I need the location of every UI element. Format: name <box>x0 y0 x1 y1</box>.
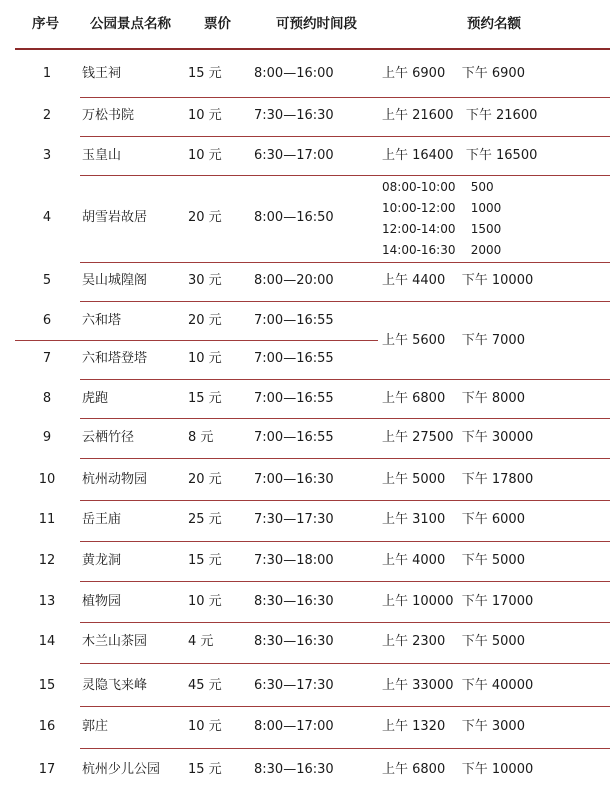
row-seq: 12 <box>38 553 56 568</box>
row-price: 20 元 <box>188 472 222 487</box>
row-name: 杭州少儿公园 <box>82 762 161 777</box>
row-time: 7:00—16:55 <box>254 351 334 366</box>
row-name: 吴山城隍阁 <box>82 273 148 288</box>
row-price: 10 元 <box>188 594 222 609</box>
row-time: 7:30—17:30 <box>254 512 334 527</box>
row-price: 10 元 <box>188 351 222 366</box>
row-divider <box>80 418 610 419</box>
header-time: 可预约时间段 <box>276 16 357 32</box>
row-divider <box>80 97 610 98</box>
row-quota: 上午 4000 下午 5000 <box>382 553 525 568</box>
header-rule <box>15 48 610 50</box>
time-slot-quota: 08:00-10:00 500 <box>382 180 494 194</box>
row-divider <box>80 301 610 302</box>
row-time: 6:30—17:30 <box>254 678 334 693</box>
row-divider <box>15 340 378 341</box>
row-name: 杭州动物园 <box>82 472 148 487</box>
row-name: 木兰山茶园 <box>82 634 148 649</box>
row-time: 7:00—16:55 <box>254 430 334 445</box>
row-divider <box>80 175 610 176</box>
row-seq: 6 <box>42 313 52 328</box>
row-seq: 1 <box>42 66 52 81</box>
row-quota: 上午 6800 下午 10000 <box>382 762 534 777</box>
row-seq: 15 <box>38 678 56 693</box>
row-quota: 上午 33000 下午 40000 <box>382 678 534 693</box>
row-seq: 2 <box>42 108 52 123</box>
row-divider <box>80 622 610 623</box>
row-price: 10 元 <box>188 148 222 163</box>
row-seq: 9 <box>42 430 52 445</box>
row-divider <box>80 706 610 707</box>
row-price: 45 元 <box>188 678 222 693</box>
row-time: 7:00—16:30 <box>254 472 334 487</box>
row-divider <box>80 136 610 137</box>
row-seq: 7 <box>42 351 52 366</box>
row-name: 郭庄 <box>82 719 109 734</box>
row-quota: 上午 6900 下午 6900 <box>382 66 525 81</box>
row-name: 万松书院 <box>82 108 135 123</box>
row-time: 8:00—17:00 <box>254 719 334 734</box>
row-seq: 17 <box>38 762 56 777</box>
row-price: 15 元 <box>188 553 222 568</box>
row-time: 8:00—16:50 <box>254 210 334 225</box>
row-time: 7:00—16:55 <box>254 313 334 328</box>
row-time: 7:30—18:00 <box>254 553 334 568</box>
row-divider <box>80 663 610 664</box>
row-quota-merged: 上午 5600 下午 7000 <box>382 333 525 348</box>
row-name: 六和塔 <box>82 313 122 328</box>
row-name: 玉皇山 <box>82 148 122 163</box>
row-quota: 上午 5000 下午 17800 <box>382 472 534 487</box>
row-divider <box>80 379 610 380</box>
row-price: 20 元 <box>188 210 222 225</box>
row-price: 10 元 <box>188 719 222 734</box>
row-seq: 4 <box>42 210 52 225</box>
row-divider <box>80 581 610 582</box>
row-price: 30 元 <box>188 273 222 288</box>
row-divider <box>80 500 610 501</box>
row-quota: 上午 4400 下午 10000 <box>382 273 534 288</box>
row-time: 7:00—16:55 <box>254 391 334 406</box>
time-slot-quota: 10:00-12:00 1000 <box>382 201 502 215</box>
row-price: 15 元 <box>188 66 222 81</box>
row-time: 8:00—16:00 <box>254 66 334 81</box>
row-quota: 上午 27500 下午 30000 <box>382 430 534 445</box>
time-slot-quota: 12:00-14:00 1500 <box>382 222 502 236</box>
row-time: 8:00—20:00 <box>254 273 334 288</box>
row-seq: 3 <box>42 148 52 163</box>
row-price: 4 元 <box>188 634 214 649</box>
row-time: 8:30—16:30 <box>254 634 334 649</box>
row-time: 6:30—17:00 <box>254 148 334 163</box>
row-seq: 13 <box>38 594 56 609</box>
row-name: 胡雪岩故居 <box>82 210 148 225</box>
row-name: 黄龙洞 <box>82 553 122 568</box>
time-slot-quota: 14:00-16:30 2000 <box>382 243 502 257</box>
row-name: 钱王祠 <box>82 66 122 81</box>
row-name: 岳王庙 <box>82 512 122 527</box>
row-name: 云栖竹径 <box>82 430 135 445</box>
header-quota: 预约名额 <box>467 16 521 32</box>
row-price: 8 元 <box>188 430 214 445</box>
row-seq: 8 <box>42 391 52 406</box>
row-price: 10 元 <box>188 108 222 123</box>
header-price: 票价 <box>204 16 231 32</box>
header-name: 公园景点名称 <box>90 16 171 32</box>
row-time: 8:30—16:30 <box>254 594 334 609</box>
row-quota: 上午 2300 下午 5000 <box>382 634 525 649</box>
row-name: 虎跑 <box>82 391 109 406</box>
row-quota: 上午 3100 下午 6000 <box>382 512 525 527</box>
row-divider <box>80 748 610 749</box>
row-quota: 上午 6800 下午 8000 <box>382 391 525 406</box>
row-quota: 上午 21600 下午 21600 <box>382 108 538 123</box>
row-divider <box>80 262 610 263</box>
row-quota: 上午 10000 下午 17000 <box>382 594 534 609</box>
row-seq: 16 <box>38 719 56 734</box>
row-price: 15 元 <box>188 391 222 406</box>
row-quota: 上午 16400 下午 16500 <box>382 148 538 163</box>
row-divider <box>80 541 610 542</box>
row-price: 20 元 <box>188 313 222 328</box>
row-price: 15 元 <box>188 762 222 777</box>
row-price: 25 元 <box>188 512 222 527</box>
header-seq: 序号 <box>32 16 59 32</box>
row-name: 植物园 <box>82 594 122 609</box>
row-name: 灵隐飞来峰 <box>82 678 148 693</box>
row-seq: 14 <box>38 634 56 649</box>
row-divider <box>80 458 610 459</box>
row-time: 8:30—16:30 <box>254 762 334 777</box>
row-time: 7:30—16:30 <box>254 108 334 123</box>
row-seq: 10 <box>38 472 56 487</box>
row-seq: 11 <box>38 512 56 527</box>
row-seq: 5 <box>42 273 52 288</box>
row-quota: 上午 1320 下午 3000 <box>382 719 525 734</box>
row-name: 六和塔登塔 <box>82 351 148 366</box>
